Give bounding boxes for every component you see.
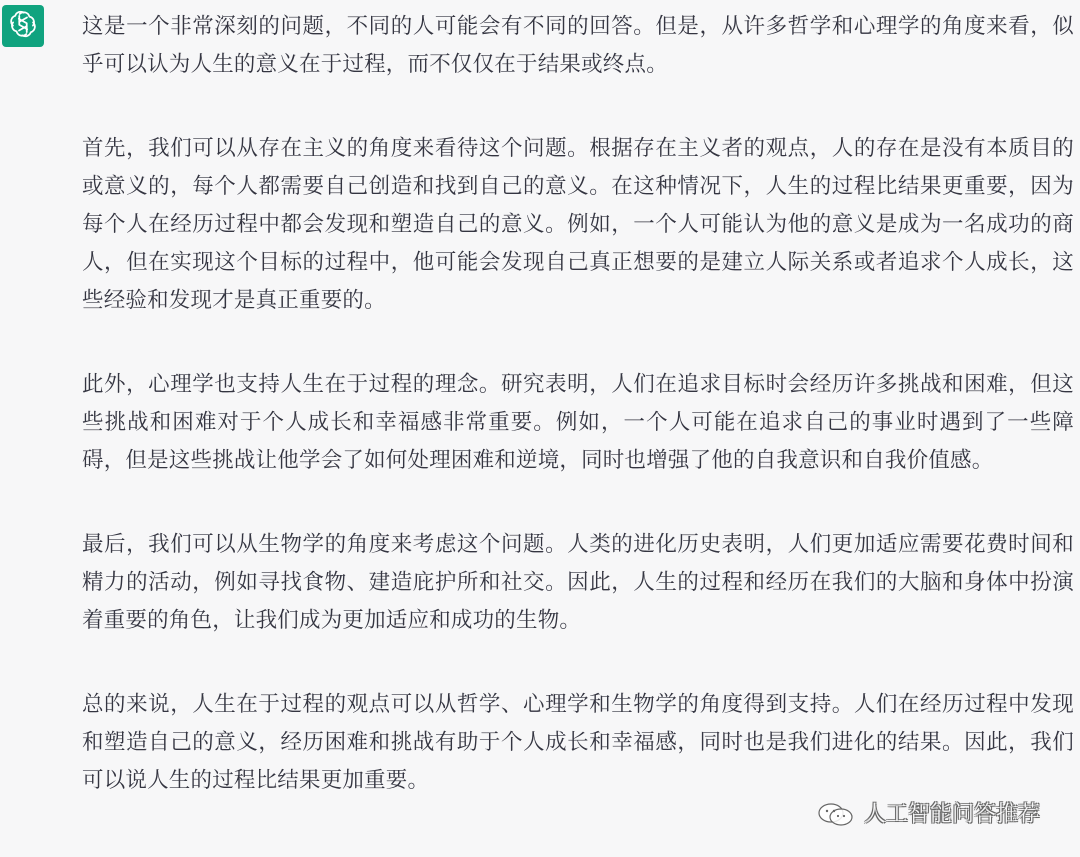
assistant-message bbox=[82, 8, 1074, 800]
watermark bbox=[816, 801, 1040, 829]
watermark-text: 人工智能问答推荐 bbox=[863, 802, 1040, 827]
message-paragraph: 最后，我们可以从生物学的角度来考虑这个问题。人类的进化历史表明，人们更加适应需要花费时间和精力的活动，例如寻找食物、建造庇护所和社交。因此，人生的过程和经历在我们的大脑和身体中扮演着重要的角色，让我们成为更加适应和成功的生物。 bbox=[82, 532, 1074, 633]
message-paragraph: 此外，心理学也支持人生在于过程的理念。研究表明，人们在追求目标时会经历许多挑战和困难，但这些挑战和困难对于个人成长和幸福感非常重要。例如，一个人可能在追求自己的事业时遇到了一些障碍，但是这些挑战让他学会了如何处理困难和逆境，同时也增强了他的自我意识和自我价值感。 bbox=[82, 372, 1074, 473]
message-paragraph: 首先，我们可以从存在主义的角度来看待这个问题。根据存在主义者的观点，人的存在是没有本质目的或意义的，每个人都需要自己创造和找到自己的意义。在这种情况下，人生的过程比结果更重要，因为每个人在经历过程中都会发现和塑造自己的意义。例如，一个人可能认为他的意义是成为一名成功的商人，但在实现这个目标的过程中，他可能会发现自己真正想要的是建立人际关系或者追求个人成长，这些经验和发现才是真正重要的。 bbox=[82, 136, 1074, 313]
message-paragraph: 总的来说，人生在于过程的观点可以从哲学、心理学和生物学的角度得到支持。人们在经历过程中发现和塑造自己的意义，经历困难和挑战有助于个人成长和幸福感，同时也是我们进化的结果。因此，我们可以说人生的过程比结果更加重要。 bbox=[82, 692, 1074, 793]
wechat-logo-icon bbox=[816, 801, 856, 829]
chatgpt-logo-icon bbox=[9, 10, 37, 42]
message-paragraph: 这是一个非常深刻的问题，不同的人可能会有不同的回答。但是，从许多哲学和心理学的角度来看，似乎可以认为人生的意义在于过程，而不仅仅在于结果或终点。 bbox=[82, 14, 1074, 77]
assistant-avatar bbox=[2, 5, 44, 47]
